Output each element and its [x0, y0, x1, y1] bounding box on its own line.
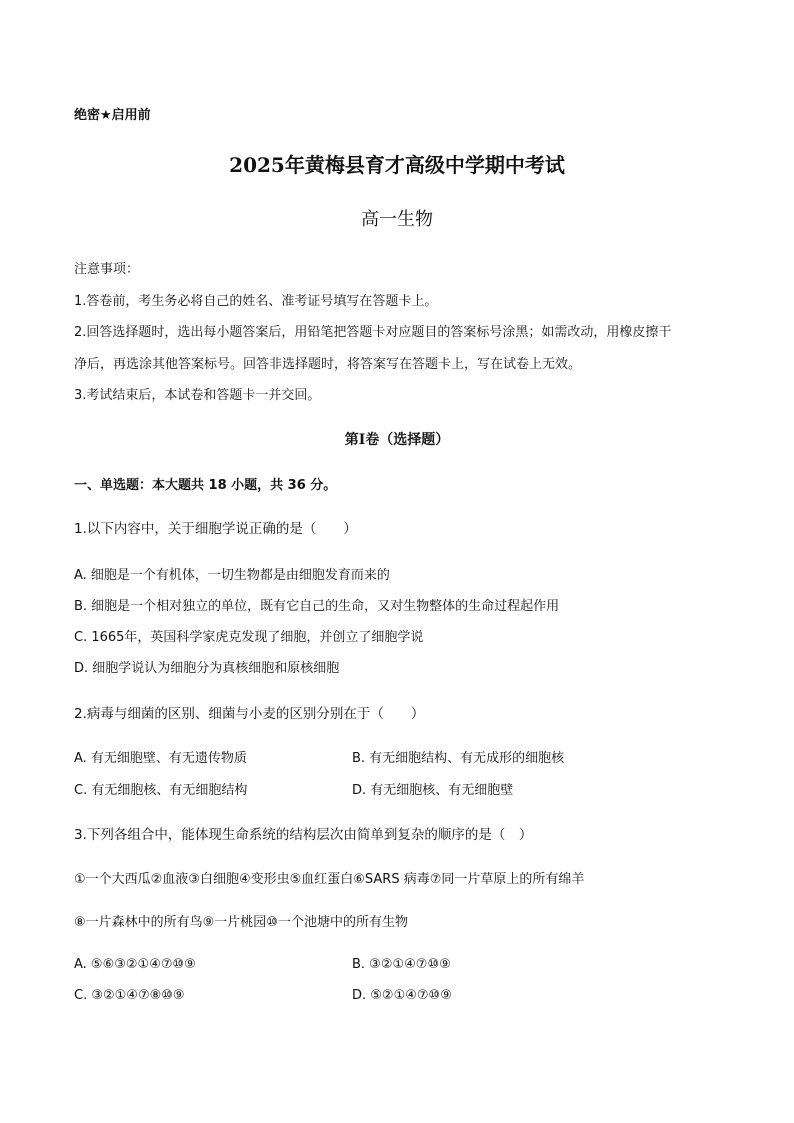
notice-item: 净后，再选涂其他答案标号。回答非选择题时，将答案写在答题卡上，写在试卷上无效。 [74, 357, 582, 372]
question-option: D. 细胞学说认为细胞分为真核细胞和原核细胞 [74, 661, 340, 676]
part-heading: 一、单选题：本大题共 18 小题，共 36 分。 [74, 478, 337, 493]
question-option: C. 有无细胞核、有无细胞结构 [74, 783, 248, 798]
exam-subtitle: 高一生物 [361, 209, 433, 230]
notice-item: 3.考试结束后，本试卷和答题卡一并交回。 [74, 388, 321, 403]
question-option: A. 有无细胞壁、有无遗传物质 [74, 751, 247, 766]
question-option: D. 有无细胞核、有无细胞壁 [352, 783, 514, 798]
question-stem: 2.病毒与细菌的区别、细菌与小麦的区别分别在于（ ） [74, 706, 425, 722]
question-option: B. 细胞是一个相对独立的单位，既有它自己的生命，又对生物整体的生命过程起作用 [74, 599, 560, 614]
question-option: B. ③②①④⑦⑩⑨ [352, 957, 451, 972]
notice-heading: 注意事项： [74, 262, 140, 277]
question-option: B. 有无细胞结构、有无成形的细胞核 [352, 751, 565, 766]
exam-title: 2025年黄梅县育才高级中学期中考试 [229, 153, 565, 177]
question-text-line: ⑧一片森林中的所有鸟⑨一片桃园⑩一个池塘中的所有生物 [74, 915, 408, 930]
question-stem: 3.下列各组合中，能体现生命系统的结构层次由简单到复杂的顺序的是（ ） [74, 827, 533, 843]
question-stem: 1.以下内容中，关于细胞学说正确的是（ ） [74, 521, 357, 537]
section-title: 第Ⅰ卷（选择题） [344, 432, 450, 448]
question-option: C. ③②①④⑦⑧⑩⑨ [74, 988, 185, 1003]
secret-mark: 绝密★启用前 [74, 108, 151, 123]
question-option: D. ⑤②①④⑦⑩⑨ [352, 988, 452, 1003]
question-option: A. ⑤⑥③②①④⑦⑩⑨ [74, 957, 196, 972]
question-option: A. 细胞是一个有机体，一切生物都是由细胞发育而来的 [74, 568, 390, 583]
notice-item: 1.答卷前，考生务必将自己的姓名、准考证号填写在答题卡上。 [74, 294, 438, 309]
notice-item: 2.回答选择题时，选出每小题答案后，用铅笔把答题卡对应题目的答案标号涂黑；如需改动，用橡皮擦干 [74, 325, 672, 340]
question-text-line: ①一个大西瓜②血液③白细胞④变形虫⑤血红蛋白⑥SARS 病毒⑦同一片草原上的所有绵羊 [74, 872, 585, 887]
question-option: C. 1665年，英国科学家虎克发现了细胞，并创立了细胞学说 [74, 630, 424, 645]
